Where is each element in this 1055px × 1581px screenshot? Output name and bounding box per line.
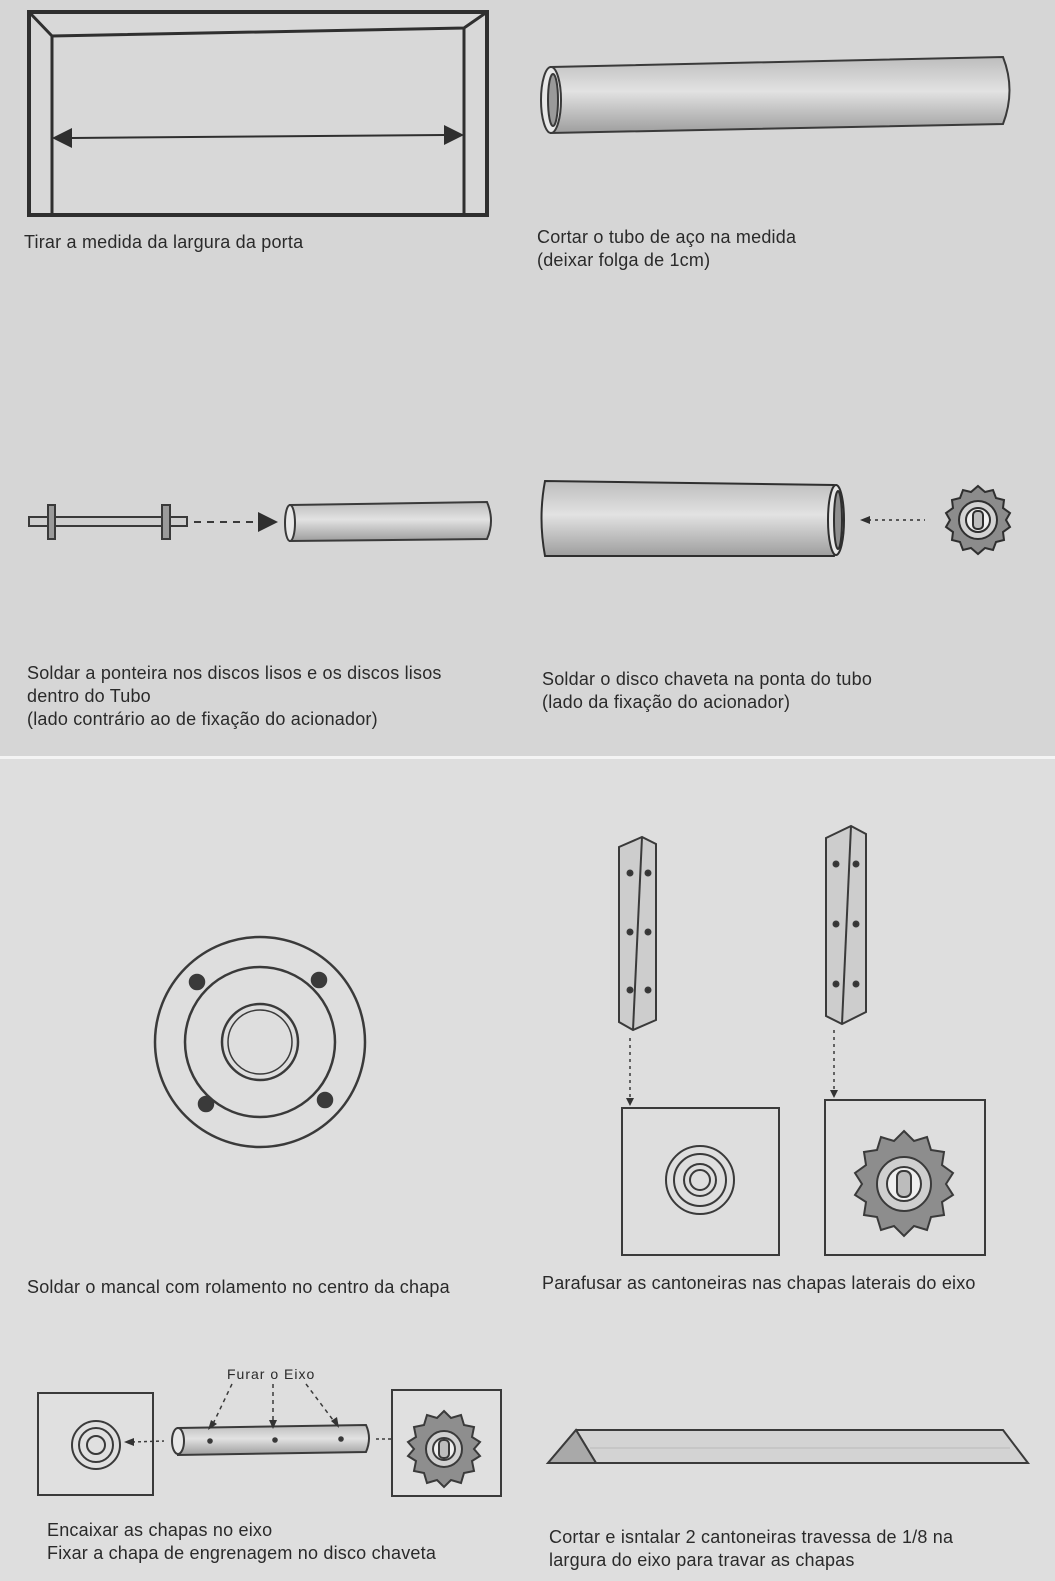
step-1-caption: Tirar a medida da largura da porta <box>24 232 304 252</box>
shaft-assembly-diagram <box>38 1384 501 1496</box>
step-2-caption: Cortar o tubo de aço na medida (deixar folga de 1cm) <box>537 227 797 270</box>
steel-tube-diagram <box>541 57 1010 133</box>
step-3-caption: Soldar a ponteira nos discos lisos e os discos lisos dentro do Tubo (lado contrário ao de fixação do acionador) <box>27 663 442 729</box>
drill-shaft-label: Furar o Eixo <box>227 1366 316 1382</box>
angle-crossbar-diagram <box>548 1430 1028 1463</box>
bearing-flange-diagram <box>155 937 365 1147</box>
door-frame-diagram <box>29 12 487 215</box>
step-8-caption: Cortar e isntalar 2 cantoneiras travessa de 1/8 na largura do eixo para travar as chapas <box>549 1527 954 1570</box>
end-shaft-diagram <box>29 502 491 541</box>
step-4-caption: Soldar o disco chaveta na ponta do tubo (lado da fixação do acionador) <box>542 669 873 712</box>
step-7-caption: Encaixar as chapas no eixo Fixar a chapa de engrenagem no disco chaveta <box>47 1520 437 1563</box>
step-5-caption: Soldar o mancal com rolamento no centro da chapa <box>27 1277 450 1297</box>
keyed-disc-tube-diagram <box>542 481 1011 556</box>
step-6-caption: Parafusar as cantoneiras nas chapas laterais do eixo <box>542 1273 976 1293</box>
angle-iron-plates-diagram <box>619 826 985 1255</box>
